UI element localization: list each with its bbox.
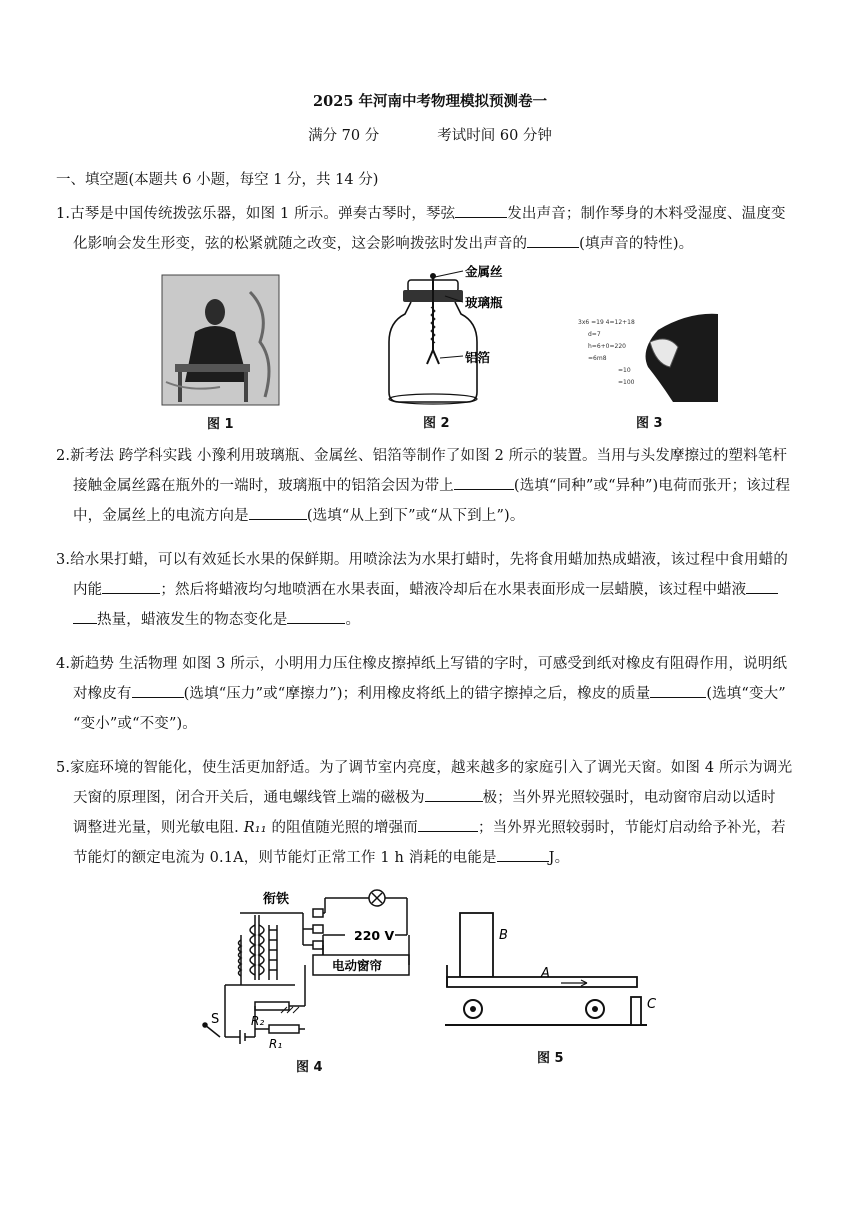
label-armature: 衔铁: [263, 892, 290, 907]
q5-text-f: ；当外界光照较弱时，节能灯启动给予补光，若: [477, 820, 786, 836]
q4-text-d: (选填“变大”: [706, 686, 786, 702]
q2-blank-1[interactable]: [454, 473, 514, 490]
q1-blank-2[interactable]: [527, 231, 579, 248]
svg-text:=10: =10: [618, 367, 631, 374]
q3-text-c: ；然后将蜡液均匀地喷洒在水果表面，蜡液冷却后在水果表面形成一层蜡膜，该过程中蜡液: [160, 582, 747, 598]
q4-text-b: 对橡皮有: [73, 686, 132, 702]
q5-text-g: 节能灯的额定电流为 0.1A，则节能灯正常工作 1 h 消耗的电能是: [73, 850, 497, 866]
svg-text:=6m8: =6m8: [588, 355, 607, 362]
q3-text-a: 3.给水果打蜡，可以有效延长水果的保鲜期。用喷涂法为水果打蜡时，先将食用蜡加热成蜡液，该过程中食用蜡的: [56, 552, 788, 568]
label-block-b: B: [499, 928, 508, 943]
fig2-caption: 图 2: [423, 416, 450, 431]
svg-text:d=7: d=7: [588, 331, 601, 338]
svg-text:3x6 =19 4=12+18: 3x6 =19 4=12+18: [578, 319, 635, 326]
q5-blank-3[interactable]: [497, 845, 549, 862]
q3-text-d: 热量，蜡液发生的物态变化是: [97, 612, 288, 628]
q1-text-b: 发出声音；制作琴身的木料受湿度、温度变: [507, 206, 786, 222]
label-aluminum-foil: 铝箔: [465, 350, 491, 365]
q2-text-a: 2.新考法 跨学科实践 小豫利用玻璃瓶、金属丝、铝箔等制作了如图 2 所示的装置。当用与头发摩擦过的塑料笔杆: [56, 448, 788, 464]
label-cart-a: A: [541, 966, 550, 981]
q2-text-b: 接触金属丝露在瓶外的一端时，玻璃瓶中的铝箔会因为带上: [73, 478, 454, 494]
q4-text-a: 4.新趋势 生活物理 如图 3 所示，小明用力压住橡皮擦掉纸上写错的字时，可感受到纸对橡皮有阻碍作用，说明纸: [56, 656, 788, 672]
q1-text-c: 化影响会发生形变，弦的松紧就随之改变，这会影响拨弦时发出声音的: [73, 236, 528, 252]
svg-text:=100: =100: [618, 379, 635, 386]
q2-text-d: 中，金属丝上的电流方向是: [73, 508, 249, 524]
svg-text:h=6+0=220: h=6+0=220: [588, 343, 626, 350]
fig1-caption: 图 1: [207, 417, 234, 432]
label-r1: R₁: [269, 1037, 283, 1051]
fig3-caption: 图 3: [636, 416, 663, 431]
full-score: 满分 70 分: [308, 128, 380, 144]
q1-blank-1[interactable]: [455, 201, 507, 218]
exam-time: 考试时间 60 分钟: [437, 128, 552, 144]
q1-text-a: 1.古琴是中国传统拨弦乐器，如图 1 所示。弹奏古琴时，琴弦: [56, 206, 456, 222]
q5-text-a: 5.家庭环境的智能化，使生活更加舒适。为了调节室内亮度，越来越多的家庭引入了调光天窗。如图 4 所示为调光: [56, 760, 793, 776]
section-heading: 一、填空题(本题共 6 小题，每空 1 分，共 14 分): [56, 172, 379, 188]
figures-row-1: [160, 264, 720, 410]
r1-symbol: R₁₁: [243, 820, 267, 836]
q2-text-c: (选填“同种”或“异种”)电荷而张开；该过程: [513, 478, 791, 494]
q4-text-e: “变小”或“不变”)。: [73, 716, 197, 732]
q3-blank-2a[interactable]: [746, 577, 778, 594]
question-3: [56, 545, 811, 635]
q2-text-e: (选填“从上到下”或“从下到上”)。: [306, 508, 525, 524]
q5-text-e: 的阻值随光照的增强而: [271, 820, 418, 836]
q5-blank-1[interactable]: [425, 785, 483, 802]
question-5: [56, 753, 811, 873]
q4-blank-1[interactable]: [132, 681, 184, 698]
label-wall-c: C: [647, 997, 657, 1012]
q3-blank-2b[interactable]: [73, 607, 97, 624]
q4-blank-2[interactable]: [650, 681, 706, 698]
q2-blank-2[interactable]: [249, 503, 307, 520]
label-switch-s: S: [211, 1012, 220, 1027]
label-r2: R₂: [251, 1014, 265, 1028]
q3-text-b: 内能: [73, 582, 103, 598]
q3-blank-1[interactable]: [102, 577, 160, 594]
question-1: [56, 199, 811, 259]
q5-text-c: 极；当外界光照较强时，电动窗帘启动以适时: [482, 790, 776, 806]
bottle-electroscope: [389, 264, 503, 404]
figures-row-2: [195, 885, 665, 1050]
guqin-photo: [162, 275, 279, 405]
fig5-caption: 图 5: [537, 1051, 564, 1066]
exam-meta: [0, 124, 860, 145]
q5-blank-2[interactable]: [418, 815, 478, 832]
q5-text-h: J。: [548, 850, 570, 866]
q5-text-d: 调整进光量，则光敏电阻.: [73, 820, 239, 836]
q5-text-b: 天窗的原理图，闭合开关后，通电螺线管上端的磁极为: [73, 790, 425, 806]
question-2: [56, 441, 811, 531]
fig4-caption: 图 4: [296, 1060, 323, 1075]
label-glass-bottle: 玻璃瓶: [465, 295, 503, 310]
q1-text-d: (填声音的特性)。: [579, 236, 694, 252]
cart-diagram: [445, 913, 657, 1025]
eraser-photo: [578, 314, 718, 402]
label-metal-wire: 金属丝: [465, 264, 503, 279]
q3-text-e: 。: [345, 612, 361, 628]
label-220v: 220 V: [354, 928, 395, 943]
q4-text-c: (选填“压力”或“摩擦力”)；利用橡皮将纸上的错字擦掉之后，橡皮的质量: [183, 686, 651, 702]
label-electric-curtain: 电动窗帘: [332, 958, 383, 973]
question-4: [56, 649, 811, 739]
exam-title: 2025 年河南中考物理模拟预测卷一: [313, 93, 547, 110]
q3-blank-3[interactable]: [287, 607, 345, 624]
